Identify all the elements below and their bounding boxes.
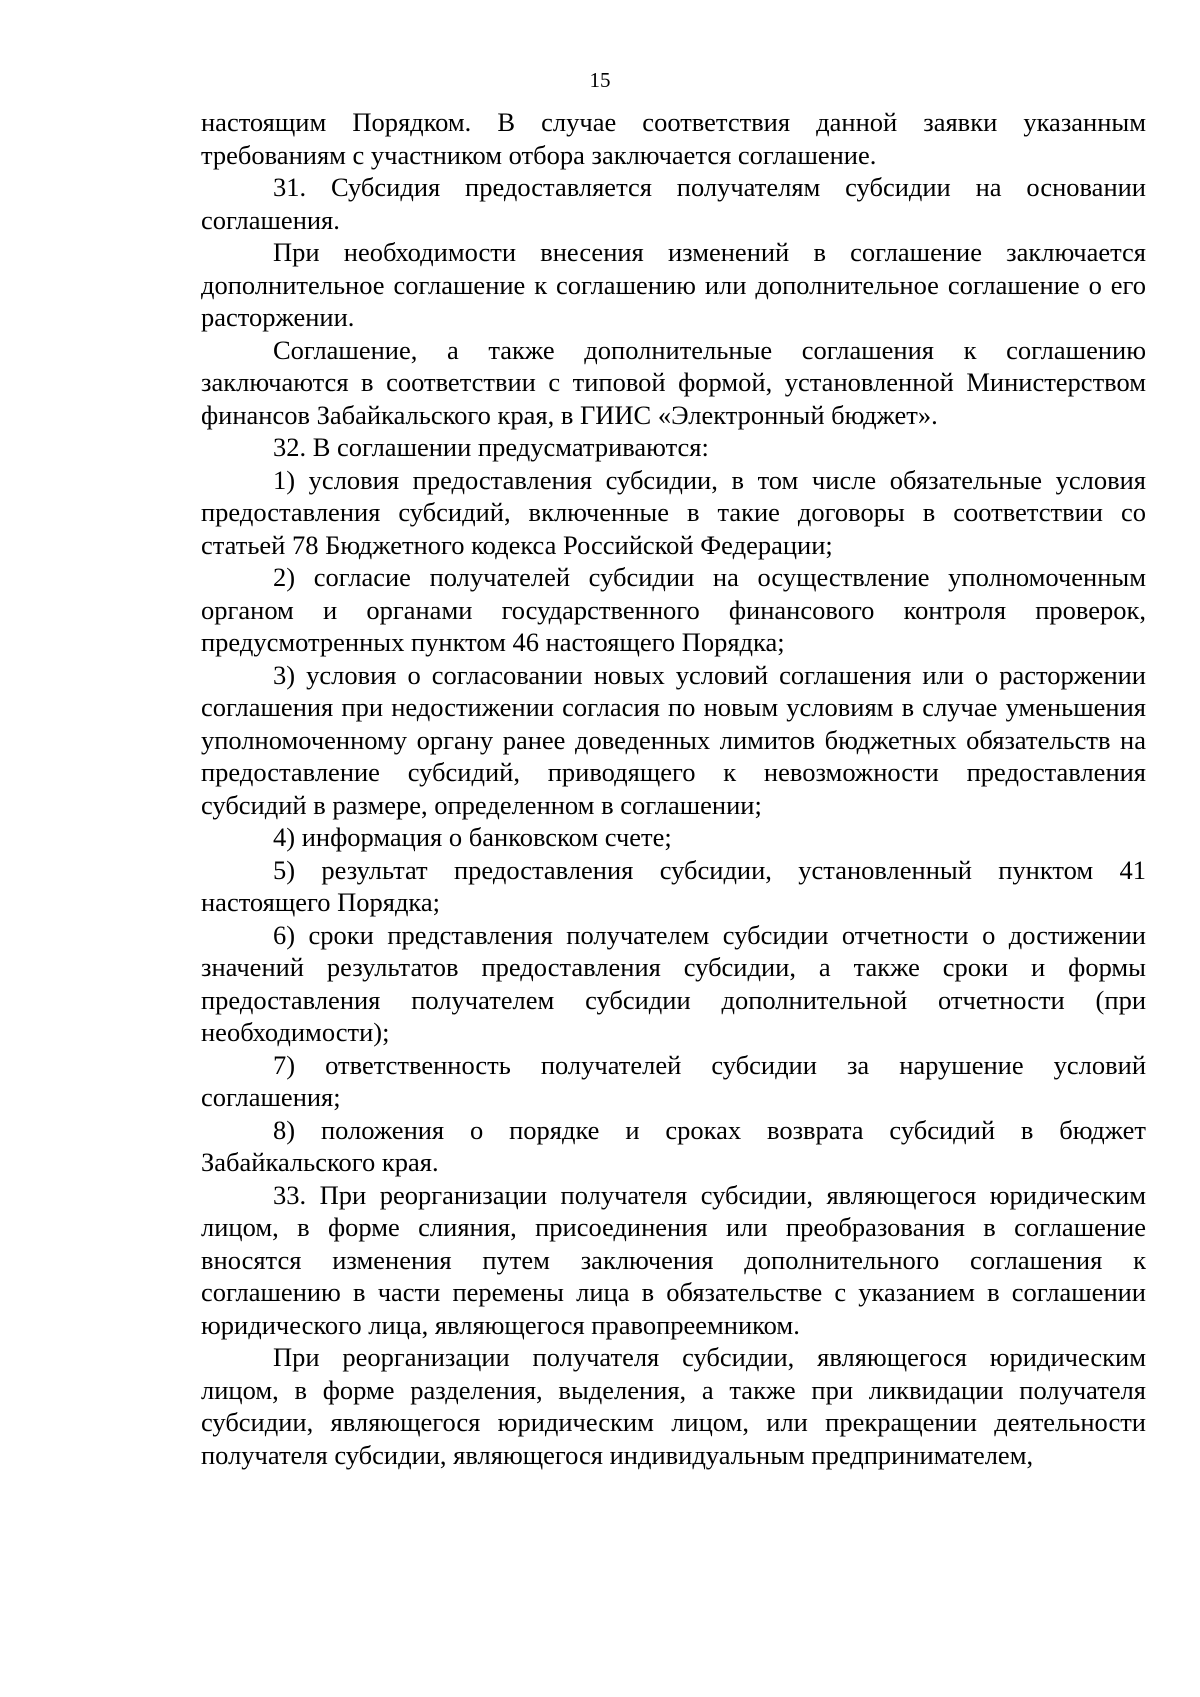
paragraph-clause-32: 32. В соглашении предусматриваются: [273, 432, 709, 462]
list-item-8: 8) положения о порядке и сроках возврата субсидий в бюджет Забайкальского края. [201, 1114, 1146, 1177]
paragraph-amendments: При необходимости внесения изменений в соглашение заключается дополнительное соглашение к соглашению или дополнительное соглашение о его расторжении. [201, 237, 1146, 332]
document-body [201, 106, 1146, 1471]
list-item-5: 5) результат предоставления субсидии, установленный пунктом 41 настоящего Порядка; [201, 854, 1146, 917]
paragraph-continuation: настоящим Порядком. В случае соответствия данной заявки указанным требованиям с участником отбора заключается соглашение. [201, 107, 1146, 170]
paragraph-clause-31: 31. Субсидия предоставляется получателям субсидии на основании соглашения. [201, 172, 1146, 235]
page-number: 15 [589, 68, 611, 92]
list-item-4: 4) информация о банковском счете; [273, 822, 672, 852]
list-item-6: 6) сроки представления получателем субсидии отчетности о достижении значений результатов предоставления субсидии, а также сроки и формы предоставления получателем субсидии дополнительной отчетности (при необходимости); [201, 919, 1146, 1047]
paragraph-standard-form: Соглашение, а также дополнительные соглашения к соглашению заключаются в соответствии с типовой формой, установленной Министерством финансов Забайкальского края, в ГИИС «Электронный бюджет». [201, 334, 1146, 430]
paragraph-reorganization: При реорганизации получателя субсидии, являющегося юридическим лицом, в форме разделения, выделения, а также при ликвидации получателя субсидии, являющегося юридическим лицом, или прекращении деятельности получателя субсидии, являющегося индивидуальным предпринимателем, [201, 1342, 1146, 1470]
list-item-2: 2) согласие получателей субсидии на осуществление уполномоченным органом и органами государственного финансового контроля проверок, предусмотренных пунктом 46 настоящего Порядка; [201, 562, 1146, 657]
list-item-3: 3) условия о согласовании новых условий соглашения или о расторжении соглашения при недостижении согласия по новым условиям в случае уменьшения уполномоченному органу ранее доведенных лимитов бюджетных обязательств на предоставление субсидий, приводящего к невозможности предоставления субсидий в размере, определенном в соглашении; [201, 659, 1146, 820]
list-item-7: 7) ответственность получателей субсидии за нарушение условий соглашения; [201, 1049, 1146, 1112]
list-item-1: 1) условия предоставления субсидии, в том числе обязательные условия предоставления субсидий, включенные в такие договоры в соответствии со статьей 78 Бюджетного кодекса Российской Федерации; [201, 464, 1146, 560]
paragraph-clause-33: 33. При реорганизации получателя субсидии, являющегося юридическим лицом, в форме слияния, присоединения или преобразования в соглашение вносятся изменения путем заключения дополнительного соглашения к соглашению в части перемены лица в обязательстве с указанием в соглашении юридического лица, являющегося правопреемником. [201, 1179, 1146, 1340]
